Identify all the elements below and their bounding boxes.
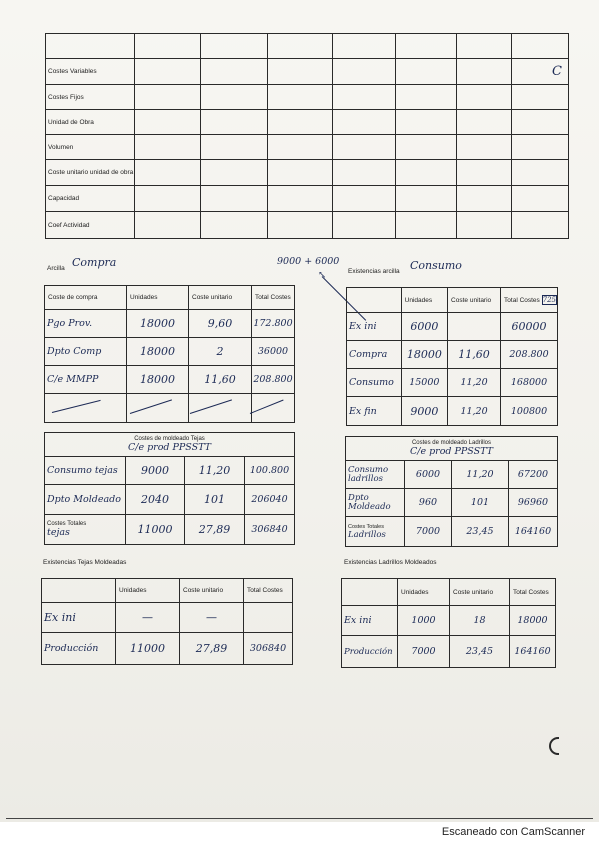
cell: Compra — [347, 341, 402, 369]
col-header: Coste unitario — [450, 579, 510, 606]
cell — [448, 313, 501, 341]
cell: 11000 — [116, 633, 180, 665]
cell: 9000 — [126, 457, 185, 485]
cell: 6000 — [405, 461, 452, 489]
cell: 164160 — [509, 517, 558, 547]
cell: 306840 — [245, 515, 295, 545]
corner-mark: C — [512, 59, 569, 85]
row-label: Unidad de Obra — [46, 110, 135, 135]
cell: Consumo tejas — [45, 457, 126, 485]
tejas-title-hand: C/e prod PPSSTT — [127, 442, 212, 453]
ladrillos-title-print: Costes de moldeado Ladrillos — [411, 440, 492, 446]
cell: 27,89 — [185, 515, 245, 545]
cell: 101 — [452, 489, 509, 517]
ladrillos-title-hand: C/e prod PPSSTT — [409, 446, 494, 457]
cell: Consumo — [347, 369, 402, 397]
cell: 11,20 — [452, 461, 509, 489]
compra-title-hand: Compra — [72, 256, 117, 269]
cell: 7000 — [405, 517, 452, 547]
tejas-table — [44, 432, 295, 545]
cell: Ladrillos — [348, 529, 386, 540]
cell: Dpto Moldeado — [45, 485, 126, 515]
compra-table — [44, 285, 295, 423]
col-header: Unidades — [127, 286, 189, 310]
col-header: Unidades — [116, 579, 180, 603]
footer-divider — [6, 818, 593, 819]
compra-note: 9000 + 6000 — [277, 256, 340, 267]
cell: Pgo Prov. — [45, 310, 127, 338]
col-header-text: Total Costes — [504, 297, 540, 304]
row-label: Volumen — [46, 135, 135, 160]
ex-tejas-table — [41, 578, 293, 665]
cell: 168000 — [501, 369, 558, 397]
col-header: Coste de compra — [45, 286, 127, 310]
row-label: Coste unitario unidad de obra — [46, 160, 135, 186]
cell: 7000 — [398, 636, 450, 668]
ex-tejas-title: Existencias Tejas Moldeadas — [43, 559, 127, 566]
col-header: Coste unitario — [189, 286, 252, 310]
cell: 206040 — [245, 485, 295, 515]
cell: 208.800 — [252, 366, 295, 394]
cell: 11,20 — [185, 457, 245, 485]
cell: Producción — [42, 633, 116, 665]
arrow-head-icon: ↖ — [318, 270, 327, 281]
cell: 36000 — [252, 338, 295, 366]
row-label: Costes Fijos — [46, 85, 135, 110]
cell: 11,60 — [448, 341, 501, 369]
cell: Dpto Comp — [45, 338, 127, 366]
cell: — — [180, 603, 244, 633]
col-header: Coste unitario — [180, 579, 244, 603]
cell: 9000 — [401, 397, 447, 426]
consumo-title-hand: Consumo — [410, 259, 462, 272]
cell: 164160 — [510, 636, 556, 668]
totals-cell — [45, 515, 126, 545]
cell: 100.800 — [245, 457, 295, 485]
cell: 18000 — [127, 338, 189, 366]
cell: Producción — [342, 636, 398, 668]
tejas-title-print: Costes de moldeado Tejas — [134, 436, 205, 442]
cell: 101 — [185, 485, 245, 515]
cell: 6000 — [401, 313, 447, 341]
totals-cell — [346, 517, 405, 547]
row-label: Capacidad — [46, 186, 135, 212]
cost-summary-table — [45, 33, 569, 239]
cell: 100800 — [501, 397, 558, 426]
compra-title-print: Arcilla — [47, 265, 65, 272]
col-header: Coste unitario — [448, 288, 501, 313]
cell: 18000 — [401, 341, 447, 369]
cell: 15000 — [401, 369, 447, 397]
cell: Ex fin — [347, 397, 402, 426]
cell: 306840 — [244, 633, 293, 665]
cell: 11,60 — [189, 366, 252, 394]
cell: tejas — [47, 527, 70, 538]
consumo-title-print: Existencias arcilla — [348, 268, 400, 275]
consumo-table — [346, 287, 558, 426]
header-mark: 725 — [542, 296, 556, 304]
cell: 18000 — [510, 606, 556, 636]
cell: Ex ini — [42, 603, 116, 633]
ex-ladrillos-title: Existencias Ladrillos Moldeados — [344, 559, 437, 566]
cell: Dpto Moldeado — [346, 489, 405, 517]
cell: 2040 — [126, 485, 185, 515]
footer-text: Escaneado con CamScanner — [441, 826, 585, 838]
cell: 18000 — [127, 366, 189, 394]
col-header: Unidades — [401, 288, 447, 313]
row-label: Costes Variables — [46, 59, 135, 85]
cell: 67200 — [509, 461, 558, 489]
cell: 18 — [450, 606, 510, 636]
cell: Consumo ladrillos — [346, 461, 405, 489]
col-header: Total Costes — [244, 579, 293, 603]
cell: 11000 — [126, 515, 185, 545]
totals-label: Costes Totales — [348, 523, 384, 530]
row-label: Coef Actividad — [46, 212, 135, 239]
cell: 27,89 — [180, 633, 244, 665]
totals-label: Costes Totales — [47, 521, 87, 527]
col-header: Total Costes — [252, 286, 295, 310]
cell: 11,20 — [448, 397, 501, 426]
cell: 960 — [405, 489, 452, 517]
cell: — — [116, 603, 180, 633]
cell: Ex ini — [347, 313, 402, 341]
cell — [244, 603, 293, 633]
cell: C/e MMPP — [45, 366, 127, 394]
cell: 96960 — [509, 489, 558, 517]
col-header — [501, 288, 558, 313]
col-header: Total Costes — [510, 579, 556, 606]
cell: Ex ini — [342, 606, 398, 636]
cell: 208.800 — [501, 341, 558, 369]
cell: 1000 — [398, 606, 450, 636]
cell: 172.800 — [252, 310, 295, 338]
ladrillos-table — [345, 436, 558, 547]
cell: 18000 — [127, 310, 189, 338]
cell: 23,45 — [450, 636, 510, 668]
cell: 23,45 — [452, 517, 509, 547]
col-header: Unidades — [398, 579, 450, 606]
cell: 60000 — [501, 313, 558, 341]
ex-ladrillos-table — [341, 578, 556, 668]
cell: 9,60 — [189, 310, 252, 338]
cell: 2 — [189, 338, 252, 366]
cell: 11,20 — [448, 369, 501, 397]
